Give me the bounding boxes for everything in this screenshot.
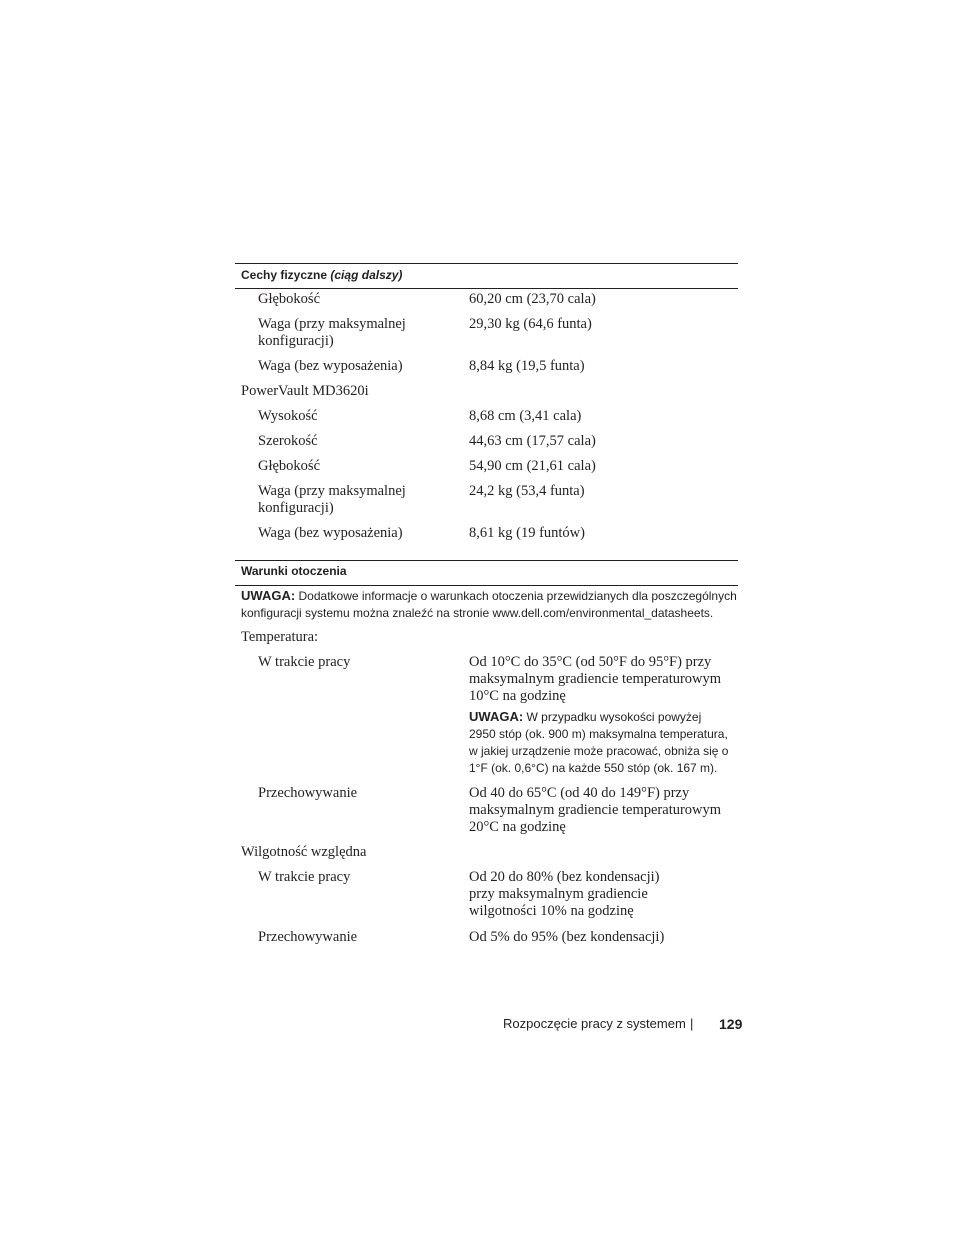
section1-bottom-rule xyxy=(235,288,738,289)
spec-value: 60,20 cm (23,70 cala) xyxy=(469,291,596,307)
temperature-note-text: W przypadku wysokości powyżej 2950 stóp (ok. 900 m) maksymalna temperatura, w jakiej urządzenie może pracować, obniża się o 1°F (ok. 0,6°C) na każde 550 stóp (ok. 167 m). xyxy=(469,710,729,775)
section1-title: Cechy fizyczne xyxy=(241,268,328,282)
section2-title: Warunki otoczenia xyxy=(241,564,347,578)
note-text: Dodatkowe informacje o warunkach otoczenia przewidzianych dla poszczególnych konfiguracji systemu można znaleźć na stronie www.dell.com/environmental_datasheets. xyxy=(241,589,737,620)
footer-section-title: Rozpoczęcie pracy z systemem xyxy=(503,1016,686,1031)
temperature-note-label: UWAGA: xyxy=(469,709,524,724)
temperature-heading-text: Temperatura: xyxy=(241,629,319,645)
page-number: 129 xyxy=(719,1016,743,1032)
spec-value: 8,61 kg (19 funtów) xyxy=(469,525,585,541)
spec-label: Waga (przy maksymalnej konfiguracji) xyxy=(258,316,406,349)
spec-value: 24,2 kg (53,4 funta) xyxy=(469,483,585,499)
section2-bottom-rule xyxy=(235,585,738,586)
spec-value: 8,68 cm (3,41 cala) xyxy=(469,408,582,424)
spec-label: Głębokość xyxy=(258,291,321,307)
section2-top-rule xyxy=(235,560,738,561)
section1-title-suffix: (ciąg dalszy) xyxy=(330,268,403,282)
spec-label: Wysokość xyxy=(258,408,318,424)
section1-heading xyxy=(241,268,402,282)
spec-label: Przechowywanie xyxy=(258,785,358,801)
model-name: PowerVault MD3620i xyxy=(241,383,369,399)
footer-separator: | xyxy=(690,1016,694,1031)
spec-label: W trakcie pracy xyxy=(258,654,351,670)
spec-value: 29,30 kg (64,6 funta) xyxy=(469,316,592,332)
note-label: UWAGA: xyxy=(241,588,296,603)
spec-label: Waga (bez wyposażenia) xyxy=(258,358,403,374)
environment-note xyxy=(241,587,738,622)
spec-label: W trakcie pracy xyxy=(258,869,351,885)
humidity-heading-text: Wilgotność względna xyxy=(241,844,367,860)
spec-label: Waga (bez wyposażenia) xyxy=(258,525,403,541)
temperature-note xyxy=(469,708,731,777)
spec-value: 44,63 cm (17,57 cala) xyxy=(469,433,596,449)
spec-value: Od 5% do 95% (bez kondensacji) xyxy=(469,929,665,945)
spec-value: Od 40 do 65°C (od 40 do 149°F) przy maksymalnym gradiencie temperaturowym 20°C na godzinę xyxy=(469,785,722,835)
spec-value: 8,84 kg (19,5 funta) xyxy=(469,358,585,374)
spec-label: Waga (przy maksymalnej konfiguracji) xyxy=(258,483,406,516)
spec-value: Od 10°C do 35°C (od 50°F do 95°F) przy maksymalnym gradiencie temperaturowym 10°C na godzinę xyxy=(469,654,722,704)
spec-label: Przechowywanie xyxy=(258,929,358,945)
spec-label: Głębokość xyxy=(258,458,321,474)
spec-value: 54,90 cm (21,61 cala) xyxy=(469,458,596,474)
section2-heading xyxy=(241,564,347,578)
spec-value: Od 20 do 80% (bez kondensacji) przy maksymalnym gradiencie wilgotności 10% na godzinę xyxy=(469,869,660,919)
spec-label: Szerokość xyxy=(258,433,318,449)
section1-top-rule xyxy=(235,263,738,264)
